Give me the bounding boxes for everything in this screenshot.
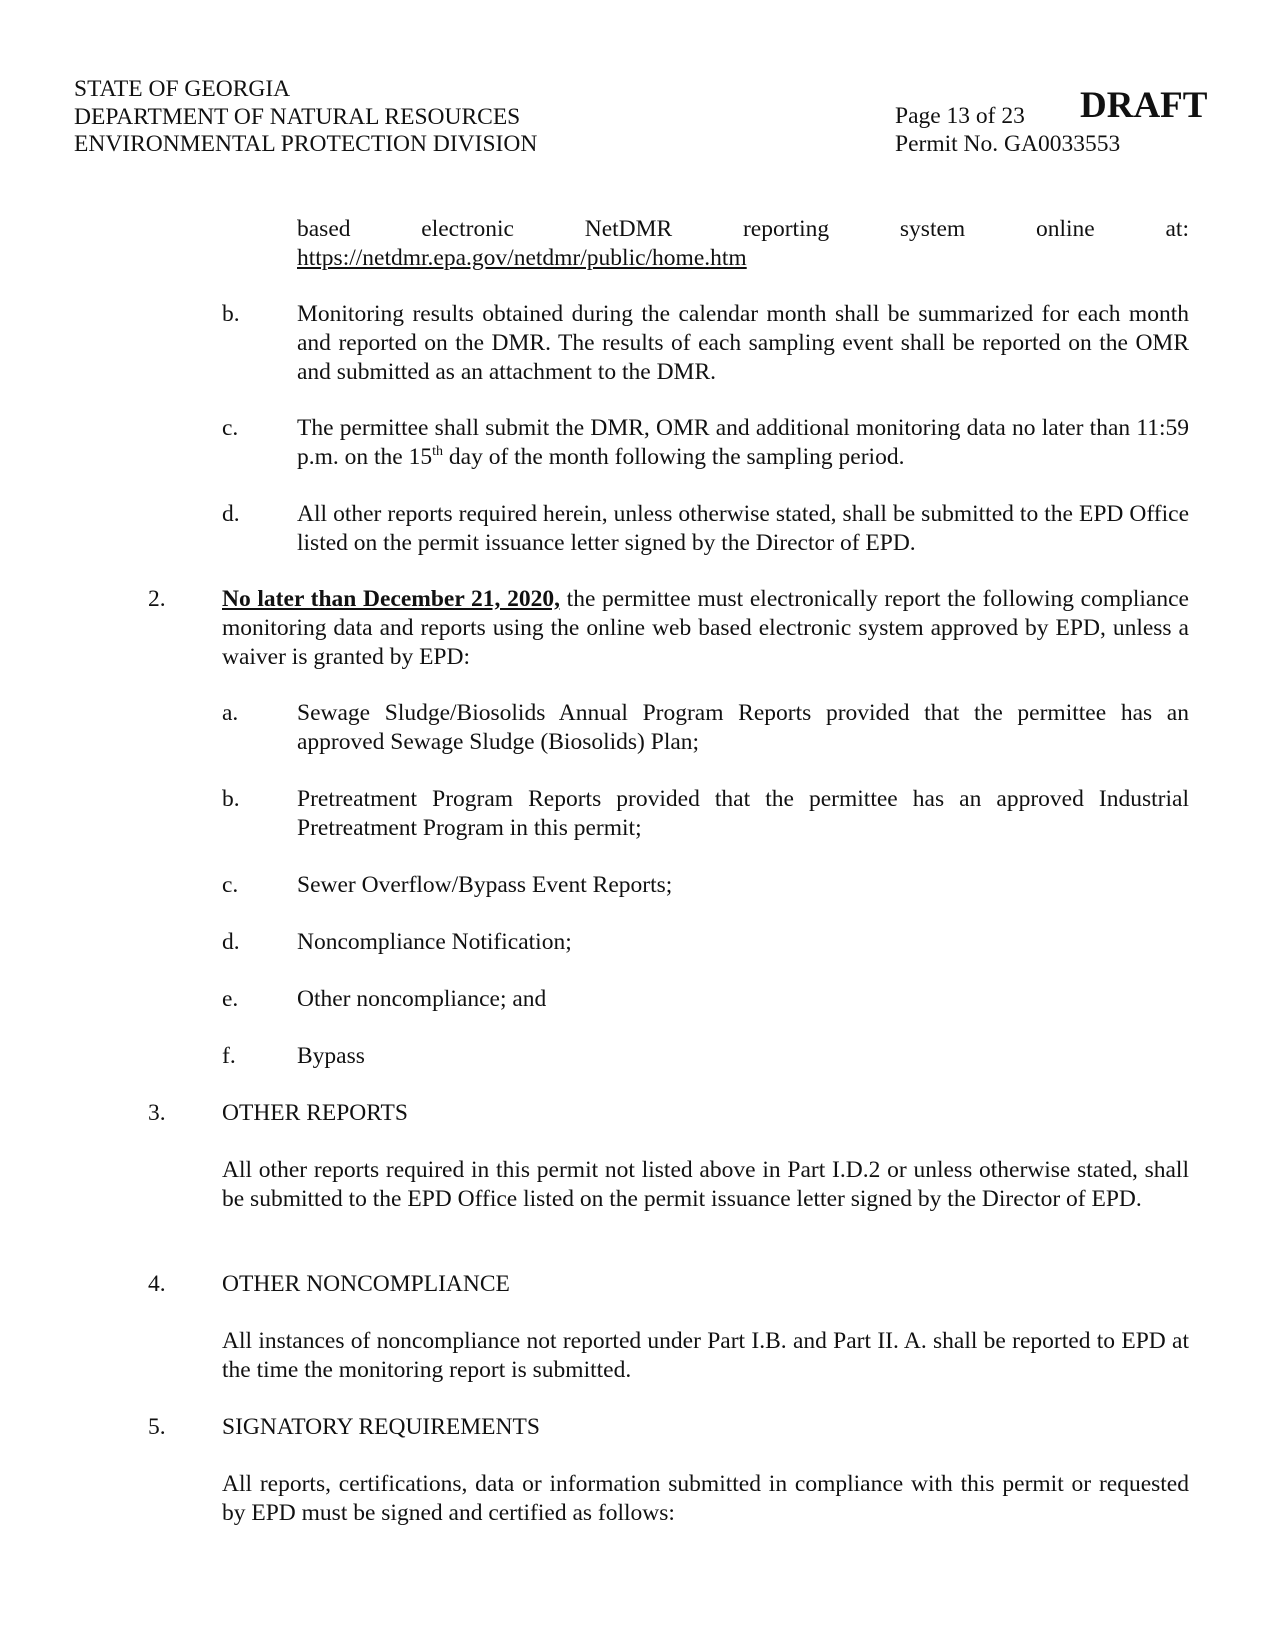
- sub-label-2f: f.: [222, 1043, 236, 1069]
- item-text-3: All other reports required in this permit not listed above in Part I.D.2 or unless otherwise stated, shall be submitted to the EPD Office listed on the permit issuance letter signed by the Director of EPD.: [222, 1157, 1189, 1212]
- item-number-4: 4.: [148, 1271, 166, 1297]
- sub-text-1b: Monitoring results obtained during the calendar month shall be summarized for each month and reported on the DMR. The results of each sampling event shall be reported on the OMR and submitted as an attachment to the DMR.: [297, 301, 1189, 385]
- deadline-date: No later than December 21, 2020,: [222, 586, 560, 612]
- sub-label-1c: c.: [222, 415, 239, 441]
- sub-label-2e: e.: [222, 986, 239, 1012]
- agency-header: [74, 76, 537, 159]
- sub-text-1c: The permittee shall submit the DMR, OMR and additional monitoring data no later than 11:59 p.m. on the 15th day of the month following the sampling period.: [297, 415, 1189, 470]
- sub-label-2b: b.: [222, 786, 240, 812]
- continuation-line: based electronic NetDMR reporting system online at:: [297, 216, 1189, 242]
- sub-text-2b: Pretreatment Program Reports provided that the permittee has an approved Industrial Pretreatment Program in this permit;: [297, 786, 1189, 841]
- section-heading-other-reports: OTHER REPORTS: [222, 1100, 408, 1126]
- sub-label-2d: d.: [222, 929, 240, 955]
- sub-text-2e: Other noncompliance; and: [297, 986, 547, 1012]
- item-text-4: All instances of noncompliance not reported under Part I.B. and Part II. A. shall be reported to EPD at the time the monitoring report is submitted.: [222, 1328, 1189, 1383]
- item-number-3: 3.: [148, 1100, 166, 1126]
- sub-text-2a: Sewage Sludge/Biosolids Annual Program Reports provided that the permittee has an approved Sewage Sludge (Biosolids) Plan;: [297, 700, 1189, 755]
- section-heading-other-noncompliance: OTHER NONCOMPLIANCE: [222, 1271, 510, 1297]
- item-number-2: 2.: [148, 586, 166, 612]
- permit-number: Permit No. GA0033553: [895, 130, 1121, 157]
- item-text-5: All reports, certifications, data or information submitted in compliance with this permit or requested by EPD must be signed and certified as follows:: [222, 1471, 1189, 1526]
- sub-text-2d: Noncompliance Notification;: [297, 929, 572, 955]
- ordinal-suffix: th: [432, 444, 444, 460]
- agency-line-department: DEPARTMENT OF NATURAL RESOURCES: [74, 103, 521, 130]
- continuation-text: [297, 215, 1189, 273]
- agency-line-state: STATE OF GEORGIA: [74, 76, 291, 102]
- section-heading-signatory: SIGNATORY REQUIREMENTS: [222, 1414, 540, 1440]
- draft-watermark: DRAFT: [1080, 85, 1208, 126]
- sub-label-2c: c.: [222, 872, 239, 898]
- sub-text-1d: All other reports required herein, unless otherwise stated, shall be submitted to the EPD Office listed on the permit issuance letter signed by the Director of EPD.: [297, 501, 1189, 556]
- sub-label-1d: d.: [222, 501, 240, 527]
- item-text-2: No later than December 21, 2020, the permittee must electronically report the following compliance monitoring data and reports using the online web based electronic system approved by EPD, unless a waiver is granted by EPD:: [222, 586, 1189, 670]
- sub-label-2a: a.: [222, 700, 239, 726]
- sub-label-1b: b.: [222, 301, 240, 327]
- netdmr-link[interactable]: https://netdmr.epa.gov/netdmr/public/home.htm: [297, 245, 747, 271]
- agency-line-division: ENVIRONMENTAL PROTECTION DIVISION: [74, 131, 538, 157]
- sub-text-2f: Bypass: [297, 1043, 365, 1069]
- sub-text-2c: Sewer Overflow/Bypass Event Reports;: [297, 872, 673, 898]
- page-number: Page 13 of 23: [895, 103, 1025, 129]
- item-number-5: 5.: [148, 1414, 166, 1440]
